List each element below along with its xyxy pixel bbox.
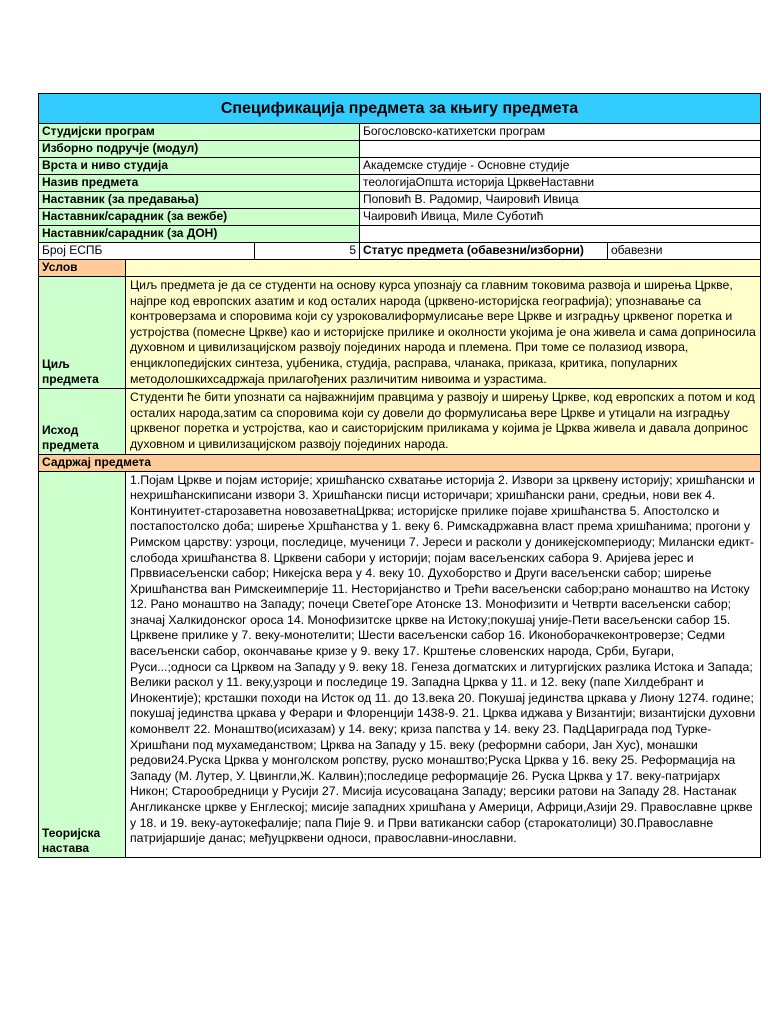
row-content-header bbox=[39, 454, 761, 471]
level-label: Врста и ниво студија bbox=[39, 158, 360, 175]
assistant-value: Чаировић Ивица, Миле Суботић bbox=[360, 209, 761, 226]
row-condition bbox=[39, 260, 761, 277]
theory-label-line-2: настава bbox=[42, 840, 90, 855]
theory-label bbox=[39, 471, 126, 857]
goal-text: Циљ предмета је да се студенти на основу курса упознају са главним токовима развоја и ширења Цркве, најпре код европских азатим и код осталих народа (црквено-историјска географија); упознавање са контроверзама и споровима који су узроковалиформулисање вере Цркве и изградњу црквеног поретка и устројства (помесне Цркве) као и историјске прилике и околности укојима је она живела и сама доприносила духовном и цивилизацијском развоју појединих народа и племена. При томе се полазиод извора, енциклопедијских синтеза, уџбеника, студија, расправа, чланака, приказа, критика, популарних методолошкихсадржаја прилагођених различитим нивоима и узрастима. bbox=[126, 277, 761, 389]
row-level bbox=[39, 158, 761, 175]
row-lecturer bbox=[39, 192, 761, 209]
row-don bbox=[39, 226, 761, 243]
lecturer-value: Поповић В. Радомир, Чаировић Ивица bbox=[360, 192, 761, 209]
level-value: Академске студије - Основне студије bbox=[360, 158, 761, 175]
outcome-label-line-2: предмета bbox=[42, 437, 99, 452]
module-value bbox=[360, 141, 761, 158]
lecturer-label: Наставник (за предавања) bbox=[39, 192, 360, 209]
title-row bbox=[39, 94, 761, 124]
goal-label-line-1: Циљ bbox=[42, 357, 70, 372]
goal-label-line-2: предмета bbox=[42, 372, 99, 387]
content-header: Садржај предмета bbox=[39, 454, 761, 471]
don-value bbox=[360, 226, 761, 243]
outcome-text: Студенти ће бити упознати са најважнијим правцима у развоју и ширењу Цркве, код европских а потом и код осталих народа,затим са споровима који су довели до формулисања вере Цркве и утицали на изградњу црквеног поретка и устројства, као и саисторијским приликама у којима је Црква живела и давала допринос духовном и цивилизацијском развоју појединих народа. bbox=[126, 389, 761, 454]
row-goal bbox=[39, 277, 761, 389]
theory-label-line-1: Теоријска bbox=[42, 825, 101, 840]
program-value: Богословско-катихетски програм bbox=[360, 124, 761, 141]
outcome-label bbox=[39, 389, 126, 454]
row-outcome bbox=[39, 389, 761, 454]
don-label: Наставник/сарадник (за ДОН) bbox=[39, 226, 360, 243]
row-assistant bbox=[39, 209, 761, 226]
row-espb bbox=[39, 243, 761, 260]
course-label: Назив предмета bbox=[39, 175, 360, 192]
goal-label bbox=[39, 277, 126, 389]
espb-label: Број ЕСПБ bbox=[39, 243, 255, 260]
module-label: Изборно подручје (модул) bbox=[39, 141, 360, 158]
status-value: обавезни bbox=[608, 243, 761, 260]
assistant-label: Наставник/сарадник (за вежбе) bbox=[39, 209, 360, 226]
row-course bbox=[39, 175, 761, 192]
condition-label: Услов bbox=[39, 260, 126, 277]
page-title: Спецификација предмета за књигу предмета bbox=[39, 94, 761, 124]
course-value: теологијаОпшта историја ЦрквеНаставни bbox=[360, 175, 761, 192]
row-content-theory bbox=[39, 471, 761, 857]
row-module bbox=[39, 141, 761, 158]
row-program bbox=[39, 124, 761, 141]
outcome-label-line-1: Исход bbox=[42, 422, 79, 437]
status-label: Статус предмета (обавезни/изборни) bbox=[360, 243, 608, 260]
espb-value: 5 bbox=[255, 243, 360, 260]
condition-value bbox=[126, 260, 761, 277]
program-label: Студијски програм bbox=[39, 124, 360, 141]
theory-content-text: 1.Појам Цркве и појам историје; хришћанско схватање историја 2. Извори за црквену историју; хришћански и нехришћанскиписани извори 3. Хришћански писци историчари; хришћански рани, средњи, нови век 4. Континуитет-старозаветна новозаветнаЦрква; историјске прилике појаве хришћанства 5. Апостолско и постапостолско доба; ширење Хршћанства у 1. веку 6. Римскадржавна власт према хришћанима; прогони у Римском царству: узроци, последице, мученици 7. Јереси и расколи у доникејскомпериоду; Милански едикт-слобода хришћанства 8. Црквени сабори у историји; појам васељенских сабора 9. Аријева јерес и Прввиасељенски сабор; Никејска вера у 4. веку 10. Духоборство и Други васељенски сабор; ширење Хришћанства ван Римскеимперије 11. Несторијанство и Трећи васељенски сабор;рано монаштво на Истоку 12. Рано монаштво на Западу; почеци СветеГоре Атонске 13. Монофизити и Четврти васељенски сабор; значај Халкидонског ороса 14. Монофизитске цркве на Истоку;покушај уније-Пети васељенски сабор 15. Црквене прилике у 7. веку-монотелити; Шести васељенски сабор 16. Иконоборачкеконтроверзе; Седми васељенски сабор, окончавање кризе у 9. веку 17. Крштење словенских народа, Срби, Бугари, Руси...;односи са Црквом на Западу у 9. веку 18. Генеза догматских и литургијских разлика Истока и Запада; Велики раскол у 11. веку,узроци и последице 19. Западна Црква у 11. и 12. веку (папе Хилдебрант и Инокентије); крсташки походи на Исток од 11. до 13.века 20. Покушај јединства цркава у Лиону 1274. године; покушај јединства цркава у Ферари и Флоренцији 1438-9. 21. Црква иджава у Византији; византијски духовни комонвелт 22. Монаштво(исихазам) у 14. веку; криза папства у 14. веку 23. ПадЦариграда под Турке- Хришћани под мухамеданством; Црква на Западу у 15. веку (реформни сабори, Јан Хус), монашки редови24.Руска Црква у монголском ропству, руско монаштво;Руска Црква у 16. веку 25. Реформација на Западу (М. Лутер, У. Цвингли,Ж. Калвин);последице реформације 26. Руска Црква у 17. веку-патријарх Никон; Старообредници у Русији 27. Мисија исусовацана Западу; версики ратови на Западу 28. Настанак Англиканске цркве у Енглеској; мисије западних хришћана у Америци, Африци,Азији 29. Православне цркве у 18. и 19. веку-аутокефалије; папа Пије 9. и Први ватикански сабор (старокатолици) 30.Православне патријаршије данас; међуцрквени односи, православни-инославни. bbox=[126, 471, 761, 857]
course-specification-table bbox=[38, 93, 761, 858]
